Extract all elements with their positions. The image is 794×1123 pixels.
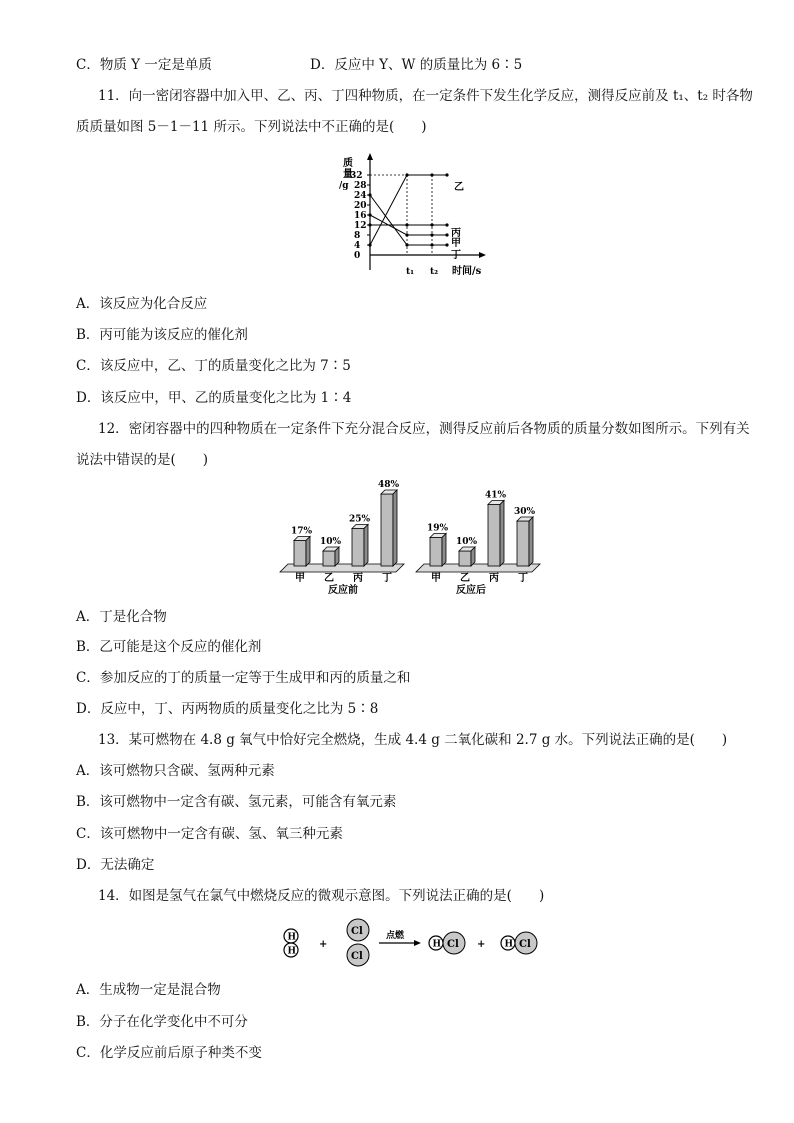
q12-bar-category: 丁 xyxy=(518,573,528,584)
q12-bar xyxy=(294,541,306,567)
option-c-prev: C．物质 Y 一定是单质 xyxy=(76,57,212,73)
q11-label-bing: 丙 xyxy=(451,228,461,239)
cl-atom-label: Cl xyxy=(447,939,459,950)
q11-ytick-label: 12 xyxy=(354,221,367,231)
h-atom-label: H xyxy=(287,946,297,957)
q12-bar-side xyxy=(306,537,310,567)
q12-bar-value: 19% xyxy=(427,523,449,534)
q12-bar-side xyxy=(335,547,339,566)
q12-bar-value: 17% xyxy=(291,526,313,537)
q14-stem: 14．如图是氢气在氯气中燃烧反应的微观示意图。下列说法正确的是( ) xyxy=(98,888,545,904)
q11-ylabel-3: /g xyxy=(339,181,349,191)
h2-molecule xyxy=(284,929,298,957)
q11-xlabel: 时间/s xyxy=(452,266,482,277)
q11-data-point xyxy=(430,223,433,226)
q11-ylabel-2: 量 xyxy=(343,169,353,180)
cl-atom-label: Cl xyxy=(519,939,531,950)
q12-bar-value: 25% xyxy=(349,514,371,525)
q11-data-point xyxy=(405,223,408,226)
q11-option-d: D．该反应中，甲、乙的质量变化之比为 1∶4 xyxy=(76,390,352,406)
q11-ytick-label: 32 xyxy=(350,171,363,181)
h-atom-label: H xyxy=(504,939,514,950)
q12-bar-side xyxy=(393,490,397,566)
q14-option-c: C．化学反应前后原子种类不变 xyxy=(76,1045,262,1061)
q12-bar-value: 10% xyxy=(320,537,342,547)
q11-label-ding: 丁 xyxy=(451,250,461,261)
q12-bar xyxy=(323,551,335,566)
q11-xtick-t1: t₁ xyxy=(406,267,415,277)
q12-bar-side xyxy=(529,517,533,566)
q11-xtick-t2: t₂ xyxy=(430,267,439,277)
reaction-arrow-head xyxy=(414,940,421,946)
q11-ytick-label: 20 xyxy=(354,201,367,211)
q11-label-jia: 甲 xyxy=(451,238,461,249)
q11-ytick-label: 16 xyxy=(354,211,367,221)
q11-data-point xyxy=(445,243,448,246)
q12-option-b: B．乙可能是这个反应的催化剂 xyxy=(76,639,262,655)
q12-bar-side xyxy=(364,525,368,567)
q11-ytick-label: 28 xyxy=(354,181,367,191)
q12-bar-category: 乙 xyxy=(460,573,470,584)
q12-bar xyxy=(459,551,471,566)
cl2-molecule xyxy=(347,919,369,966)
q12-bar-value: 30% xyxy=(514,507,536,517)
q11-data-point xyxy=(445,233,448,236)
q11-ylabel-1: 质 xyxy=(343,158,353,169)
q11-data-point xyxy=(430,243,433,246)
q11-stem-line2: 质质量如图 5－1－11 所示。下列说法中不正确的是( ) xyxy=(76,119,427,135)
q12-stem-line1: 12．密闭容器中的四种物质在一定条件下充分混合反应，测得反应前后各物质的质量分数如图所示。下列有关 xyxy=(98,421,750,437)
hcl-molecule xyxy=(429,932,465,954)
hcl-molecule xyxy=(501,932,537,954)
q12-stem-line2: 说法中错误的是( ) xyxy=(76,452,209,468)
q12-bar xyxy=(517,521,529,566)
plus-sign: + xyxy=(477,939,486,950)
q11-option-c: C．该反应中，乙、丁的质量变化之比为 7∶5 xyxy=(76,358,351,374)
q11-stem-line1: 11．向一密闭容器中加入甲、乙、丙、丁四种物质，在一定条件下发生化学反应，测得反应前及 t₁、t₂ 时各物 xyxy=(98,88,753,104)
q11-y-arrow xyxy=(367,153,373,160)
q11-data-point xyxy=(368,243,371,246)
q11-data-point xyxy=(445,173,448,176)
h-atom-label: H xyxy=(287,932,297,943)
q12-bar-category: 丙 xyxy=(489,573,499,584)
option-d-prev: D．反应中 Y、W 的质量比为 6∶5 xyxy=(310,57,523,73)
h-atom-label: H xyxy=(432,939,442,950)
q12-bar-category: 丙 xyxy=(353,573,363,584)
q11-data-point xyxy=(368,223,371,226)
q12-option-d: D．反应中，丁、丙两物质的质量变化之比为 5∶8 xyxy=(76,701,379,717)
q12-bar-category: 丁 xyxy=(382,573,392,584)
q12-before-title: 反应前 xyxy=(328,585,358,596)
q12-bar-side xyxy=(500,501,504,567)
q11-data-point xyxy=(430,173,433,176)
q12-bar-category: 甲 xyxy=(295,573,305,584)
q11-ytick-label: 4 xyxy=(354,241,361,251)
q12-bar xyxy=(430,538,442,567)
q11-option-a: A．该反应为化合反应 xyxy=(76,296,208,312)
q12-option-c: C．参加反应的丁的质量一定等于生成甲和丙的质量之和 xyxy=(76,670,411,686)
q11-label-yi: 乙 xyxy=(454,182,464,193)
reaction-condition: 点燃 xyxy=(386,931,405,941)
q14-option-a: A．生成物一定是混合物 xyxy=(76,982,221,998)
cl-atom-label: Cl xyxy=(351,926,363,937)
q13-option-d: D．无法确定 xyxy=(76,857,155,873)
q13-stem: 13．某可燃物在 4.8 g 氧气中恰好完全燃烧，生成 4.4 g 二氧化碳和 2.7 g 水。下列说法正确的是( ) xyxy=(98,732,728,748)
cl-atom-label: Cl xyxy=(351,951,363,962)
q11-data-point xyxy=(405,233,408,236)
q11-ytick-label: 0 xyxy=(354,251,361,261)
q12-bar xyxy=(381,494,393,566)
q11-data-point xyxy=(368,193,371,196)
q11-option-b: B．丙可能为该反应的催化剂 xyxy=(76,327,248,343)
q11-data-point xyxy=(445,223,448,226)
q11-series-line xyxy=(370,195,447,245)
q12-bar-value: 48% xyxy=(378,480,400,490)
q12-bar-value: 10% xyxy=(456,537,478,547)
q12-bar-side xyxy=(442,534,446,567)
q12-bar-value: 41% xyxy=(485,490,507,501)
q11-line-chart xyxy=(335,152,495,278)
q14-option-b: B．分子在化学变化中不可分 xyxy=(76,1014,248,1030)
q11-data-point xyxy=(405,173,408,176)
q13-option-a: A．该可燃物只含碳、氢两种元素 xyxy=(76,763,275,779)
q11-ytick-label: 8 xyxy=(354,231,361,241)
q11-data-point xyxy=(368,213,371,216)
q12-after-title: 反应后 xyxy=(456,585,486,596)
q13-option-c: C．该可燃物中一定含有碳、氢、氧三种元素 xyxy=(76,826,343,842)
q12-bar-charts xyxy=(276,478,552,598)
q12-bar-category: 甲 xyxy=(431,573,441,584)
q12-bar-side xyxy=(471,547,475,566)
q12-option-a: A．丁是化合物 xyxy=(76,609,167,625)
q11-ytick-label: 24 xyxy=(354,191,367,201)
q12-bar-category: 乙 xyxy=(324,573,334,584)
q11-data-point xyxy=(405,243,408,246)
plus-sign: + xyxy=(319,939,328,950)
q12-bar xyxy=(352,529,364,567)
q14-micro-diagram xyxy=(276,915,548,971)
q11-data-point xyxy=(430,233,433,236)
q11-x-arrow xyxy=(479,252,486,258)
q13-option-b: B．该可燃物中一定含有碳、氢元素，可能含有氧元素 xyxy=(76,794,397,810)
q12-bar xyxy=(488,505,500,567)
